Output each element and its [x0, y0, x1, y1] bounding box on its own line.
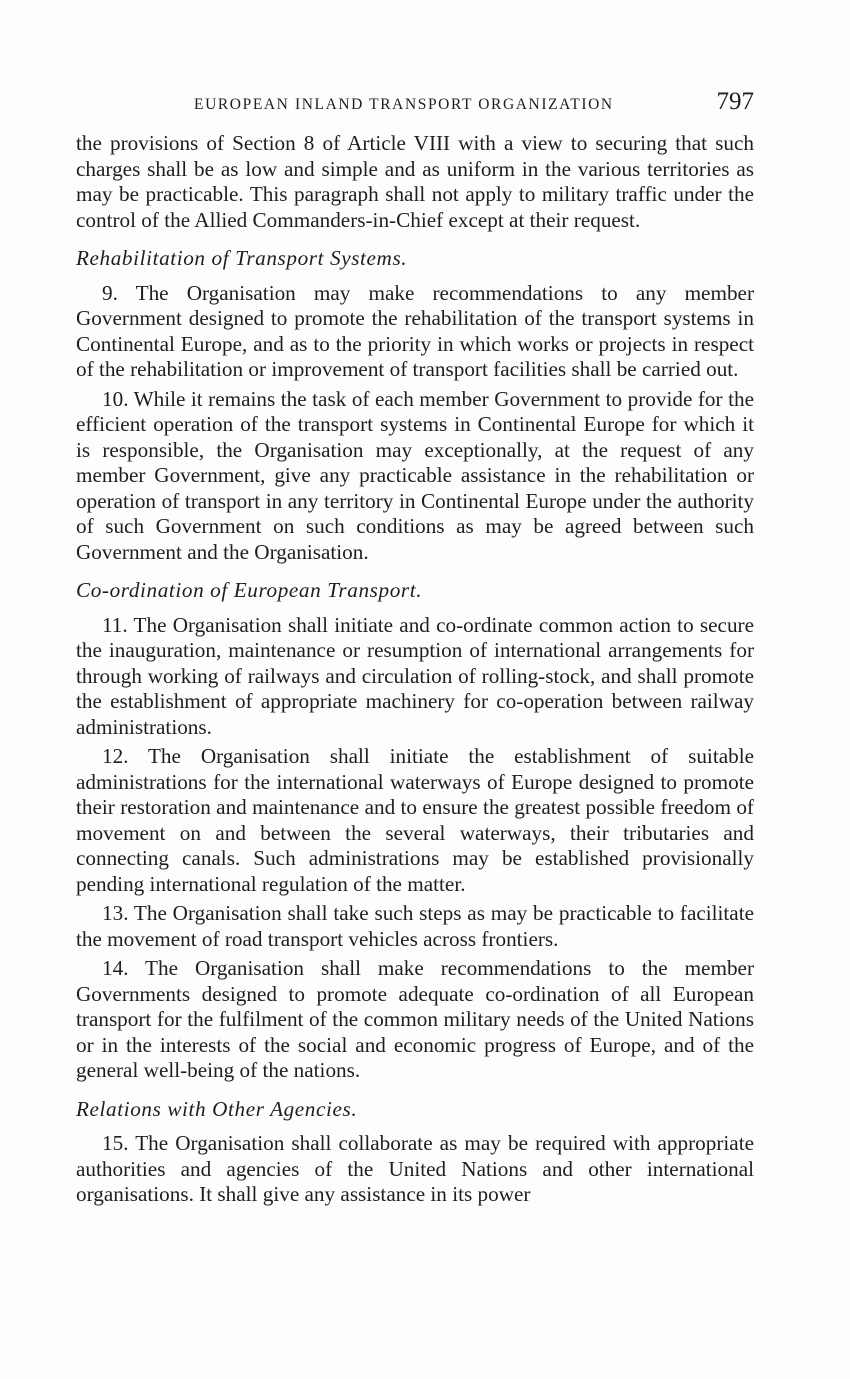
- page-number: 797: [716, 88, 754, 115]
- paragraph-9: 9. The Organisation may make recommendations to any member Government designed to promote the rehabilitation of the transport systems in Continental Europe, and as to the priority in which works or projects in respect of the rehabilitation or improvement of transport facilities shall be carried out.: [76, 280, 754, 381]
- paragraph-13: 13. The Organisation shall take such steps as may be practicable to facilitate the movement of road transport vehicles across frontiers.: [76, 901, 754, 951]
- section-heading-coordination: Co-ordination of European Transport.: [76, 578, 423, 602]
- running-title: EUROPEAN INLAND TRANSPORT ORGANIZATION: [194, 96, 614, 113]
- continuation-paragraph: the provisions of Section 8 of Article VIII with a view to securing that such charges shall be as low and simple and as uniform in the various territories as may be practicable. This paragraph shall not apply to military traffic under the control of the Allied Commanders-in-Chief except at their request.: [76, 131, 754, 232]
- section-heading-relations: Relations with Other Agencies.: [76, 1096, 358, 1121]
- page-body: [76, 131, 754, 1208]
- paragraph-15: 15. The Organisation shall collaborate as may be required with appropriate authorities and agencies of the United Nations and other international organisations. It shall give any assistance in its power: [76, 1131, 754, 1206]
- section-heading-rehabilitation: Rehabilitation of Transport Systems.: [76, 246, 408, 270]
- paragraph-12: 12. The Organisation shall initiate the establishment of suitable administrations for the international waterways of Europe designed to promote their restoration and maintenance and to ensure the greatest possible freedom of movement on and between the several waterways, their tributaries and connecting canals. Such administrations may be established provisionally pending international regulation of the matter.: [76, 744, 754, 896]
- paragraph-11: 11. The Organisation shall initiate and co-ordinate common action to secure the inauguration, maintenance or resumption of international arrangements for through working of railways and circulation of rolling-stock, and shall promote the establishment of appropriate machinery for co-operation between railway administrations.: [76, 612, 754, 739]
- paragraph-14: 14. The Organisation shall make recommendations to the member Governments designed to promote adequate co-ordination of all European transport for the fulfilment of the common military needs of the United Nations or in the interests of the social and economic progress of Europe, and of the general well-being of the nations.: [76, 956, 754, 1082]
- paragraph-10: 10. While it remains the task of each member Government to provide for the efficient operation of the transport systems in Continental Europe for which it is responsible, the Organisation may exceptionally, at the request of any member Government, give any practicable assistance in the rehabilitation or operation of transport in any territory in Continental Europe under the authority of such Government on such conditions as may be agreed between such Government and the Organisation.: [76, 386, 754, 564]
- page-header: [76, 88, 756, 128]
